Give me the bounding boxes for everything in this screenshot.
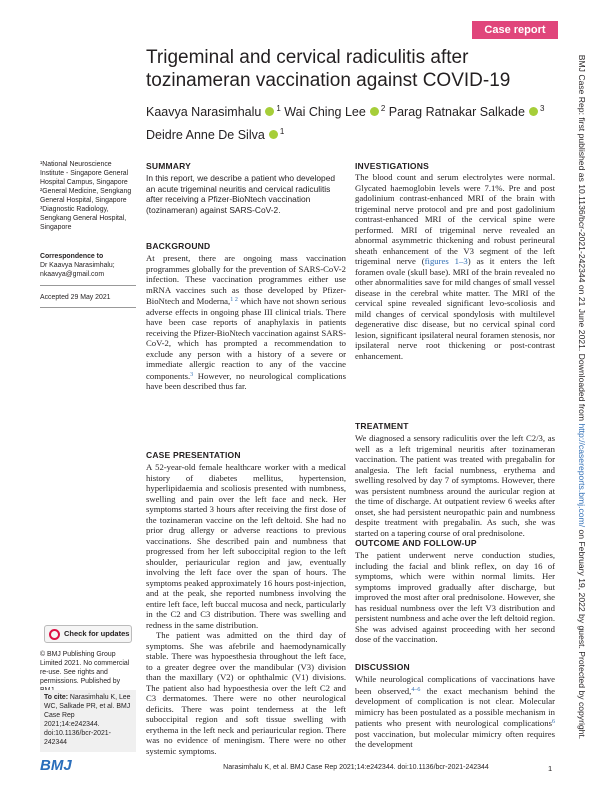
affiliations bbox=[40, 160, 136, 232]
orcid-icon[interactable] bbox=[269, 130, 278, 139]
citation-link[interactable]: 3 bbox=[190, 371, 194, 378]
section-heading-case-presentation: CASE PRESENTATION bbox=[146, 450, 241, 460]
author-name[interactable]: Parag Ratnakar Salkade bbox=[388, 105, 525, 119]
citation-link[interactable]: 4–6 bbox=[411, 686, 421, 693]
investigations-part-1: The blood count and serum electrolytes were normal. Glycated haemoglobin levels were 7.1%. Pre and post gadolinium contrast-enhanced MRI of the brain with trigeminal nerve protocol and pre and post gadolinium contrast-enhanced MRI of the cervical spine were performed. MRI of trigeminal nerve revealed an abnormal asymmetric thickening and robust perineural sheath enhancement of the V3 segment of the left trigeminal nerve ( bbox=[355, 172, 555, 266]
correspondence-email[interactable]: nkaavya@gmail.com bbox=[40, 271, 105, 278]
section-heading-summary: SUMMARY bbox=[146, 161, 191, 171]
discussion-part-1: While neurological complications of vaccinations have been observed, bbox=[355, 674, 555, 696]
affiliation: ¹National Neuroscience Institute - Singapore General Hospital Campus, Singapore bbox=[40, 161, 129, 186]
background-text bbox=[146, 253, 346, 392]
case-presentation-paragraph bbox=[146, 462, 346, 756]
author-name[interactable]: Kaavya Narasimhalu bbox=[146, 105, 262, 119]
section-heading-investigations: INVESTIGATIONS bbox=[355, 161, 429, 171]
discussion-part-2: the exact mechanism behind the development of complication is not clear. Molecular mimicry has been postulated as a possible mechanism in patients who present with neurological complications bbox=[355, 685, 556, 728]
author-list bbox=[146, 99, 566, 145]
to-cite-label: To cite: bbox=[44, 694, 68, 701]
outcome-text: The patient underwent nerve conduction studies, including the facial and blink reflex, on day 16 of symptoms, which were within normal limits. Her symptoms improved gradually after discharge, but improved the most after oral prednisolone. However, she has residual numbness over the left V3 distribution and persistent numbness and ache over the left deltoid region. She was advised against proceeding with her second dose of the vaccination. bbox=[355, 550, 555, 644]
author-affiliation-mark: 1 bbox=[279, 127, 285, 136]
affiliation: ²General Medicine, Sengkang General Hospital, Singapore bbox=[40, 188, 132, 204]
case-paragraph-1: A 52-year-old female healthcare worker with a medical history of diabetes mellitus, hypertension, hyperlipidaemia and scoliosis presented with numbness, swelling and pain over the left face and neck. Her symptoms started 3 hours after receiving the first dose of the tozinameran vaccine on the left deltoid. She had no prior drug allergy or adverse reactions to previous vaccinations. She described pain and numbness that progressed from her left suboccipital region to the left shoulder, periauricular region and jaw, eventually involving the left face over the span of hours. The symptoms peaked approximately 16 hours post-injection, and at the peak, she reported numbness involving the entire left face, left buccal mucosa and neck, particularly in the C2 and C3 distribution. There was swelling and redness in the same distribution. bbox=[146, 462, 346, 630]
accepted-date: Accepted 29 May 2021 bbox=[40, 294, 111, 301]
background-part-1: At present, there are ongoing mass vaccination programmes globally for the prevention of SARS-CoV-2 infection. These vaccination programmes either use mRNA vaccines such as those developed by Pfizer-BioNtech and Moderna, bbox=[146, 253, 346, 306]
side-citation-strip bbox=[576, 17, 588, 777]
investigations-text bbox=[355, 172, 555, 361]
footer-citation: Narasimhalu K, et al. BMJ Case Rep 2021;14:e242344. doi:10.1136/bcr-2021-242344 bbox=[223, 764, 489, 771]
orcid-icon[interactable] bbox=[370, 107, 379, 116]
divider bbox=[40, 285, 136, 286]
divider bbox=[40, 307, 136, 308]
orcid-icon[interactable] bbox=[529, 107, 538, 116]
discussion-part-3: post vaccination, but molecular mimicry often requires the development bbox=[355, 728, 555, 749]
investigations-part-2: ) as it enters the left foramen ovale (skull base). MRI of the brain revealed no other abnormalities save for mild changes of small vessel disease in the cerebral white matter. The MRI of the cervical spine revealed significant levo-scoliosis and mild changes of cervical spondylosis with multilevel degenerative disc disease, but no cervical spinal cord lesion, significant ipsilateral neural foramen stenosis, nor ipsilateral nerve root thickening or post-contrast enhancement. bbox=[355, 256, 556, 361]
copyright-notice: © BMJ Publishing Group Limited 2021. No commercial re-use. See rights and permissions. Published by bbox=[40, 651, 130, 685]
author-name[interactable]: Wai Ching Lee bbox=[284, 105, 366, 119]
affiliation: ³Diagnostic Radiology, Sengkang General Hospital, Singapore bbox=[40, 206, 127, 231]
author-affiliation-mark: 1 bbox=[276, 104, 281, 113]
check-updates-label: Check for updates bbox=[64, 629, 130, 638]
side-text-after: on February 19, 2022 by guest. Protected by copyright. bbox=[577, 527, 587, 740]
correspondence bbox=[40, 252, 136, 279]
figure-link[interactable]: figures 1–3 bbox=[424, 256, 468, 266]
treatment-text: We diagnosed a sensory radiculitis over the left C2/3, as well as a left trigeminal neuritis after tozinameran vaccination. The patient was treated with pregabalin for analgesia. The left facial numbness, erythema and swelling resolved by day 7 of symptoms. However, there was persistent numbness around the auricular region at the time of discharge. At outpatient review 6 weeks after onset, she had persistent neuropathic pain and numbness despite treatment with pregabalin. As such, she was started on a tapering course of oral prednisolone. bbox=[355, 433, 555, 538]
author-name[interactable]: Deidre Anne De Silva bbox=[146, 128, 265, 142]
page-number: 1 bbox=[548, 764, 553, 773]
article-title: Trigeminal and cervical radiculitis after tozinameran vaccination against COVID-19 bbox=[146, 47, 511, 91]
check-for-updates-button[interactable] bbox=[44, 625, 132, 643]
discussion-text bbox=[355, 674, 555, 750]
background-part-3: However, no neurological complications have been described thus far. bbox=[146, 370, 346, 391]
citation-link[interactable]: 6 bbox=[552, 719, 555, 725]
section-heading-discussion: DISCUSSION bbox=[355, 662, 410, 672]
section-heading-outcome: OUTCOME AND FOLLOW-UP bbox=[355, 538, 477, 548]
check-updates-icon bbox=[49, 629, 60, 640]
correspondence-name: Dr Kaavya Narasimhalu; bbox=[40, 262, 115, 269]
to-cite-text: Narasimhalu K, Lee WC, Salkade PR, et al. BMJ Case Rep 2021;14:e242344. doi:10.1136/bcr-2021-242344 bbox=[44, 694, 131, 746]
article-type-banner: Case report bbox=[472, 21, 558, 39]
author-affiliation-mark: 2 bbox=[380, 104, 386, 113]
section-heading-background: BACKGROUND bbox=[146, 241, 211, 251]
bmj-logo: BMJ bbox=[40, 757, 72, 774]
background-part-2: which have not shown serious adverse effects in ongoing phase III clinical trials. There have been case reports of anaphylaxis in patients receiving the Pfizer-BioNtech vaccination against SARS-CoV-2, which has prompted a recommendation to exclude any person with a history of a severe or immediate allergic reaction to any of the vaccine components. bbox=[146, 296, 347, 381]
orcid-icon[interactable] bbox=[265, 107, 274, 116]
correspondence-label: Correspondence to bbox=[40, 253, 104, 260]
case-paragraph-2: The patient was admitted on the third day of symptoms. She was afebrile and haemodynamically stable. There was hypoesthesia throughout the left face, to a greater degree over the mandibular (V3) division than the maxillary (V2) or ophthalmic (V1) divisions. The patient also had hypoesthesia over the left C2 and C3 dermatomes. There were no other neurological deficits. There was point tenderness at the left suboccipital region and soft tissue swelling with erythema in the left neck and periauricular region. There was no evidence of meningism. There were no other systemic symptoms. bbox=[146, 630, 346, 756]
summary-text: In this report, we describe a patient who developed an acute trigeminal neuritis and cervical radiculitis after receiving a Pfizer-BioNtech vaccination (tozinameran) against SARS-CoV-2. bbox=[146, 173, 336, 215]
section-heading-treatment: TREATMENT bbox=[355, 421, 409, 431]
citation-link[interactable]: 1 2 bbox=[230, 297, 238, 303]
side-text-before: BMJ Case Rep: first published as 10.1136/bcr-2021-242344 on 21 June 2021. Downloaded from bbox=[577, 54, 587, 424]
to-cite-box bbox=[40, 690, 136, 752]
side-text-link[interactable]: http://casereports.bmj.com/ bbox=[577, 423, 587, 528]
author-affiliation-mark: 3 bbox=[539, 104, 545, 113]
